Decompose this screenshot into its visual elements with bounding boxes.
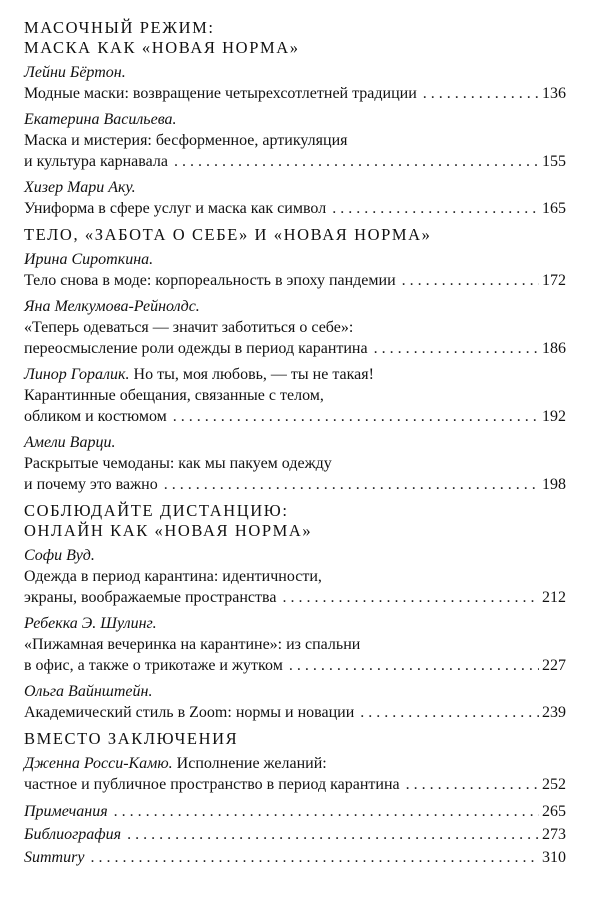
dot-leader <box>406 774 539 795</box>
entry-page: 265 <box>542 803 566 820</box>
entry-author: Софи Вуд. <box>24 547 95 564</box>
toc-entry[interactable] <box>24 109 566 172</box>
entry-title-start: Но ты, моя любовь, — ты не такая! <box>129 366 374 383</box>
toc-entry[interactable] <box>24 364 566 427</box>
dot-leader <box>332 198 539 219</box>
toc-section <box>24 225 566 495</box>
entry-page: 136 <box>542 85 566 102</box>
entry-author: Ольга Вайнштейн. <box>24 683 153 700</box>
toc-entry-bibliography[interactable] <box>24 824 566 845</box>
entry-page: 273 <box>542 826 566 843</box>
toc-section <box>24 18 566 219</box>
dot-leader <box>360 702 539 723</box>
entry-title-line: Раскрытые чемоданы: как мы пакуем одежду <box>24 455 332 472</box>
entry-author: Яна Мелкумова-Рейнолдс. <box>24 298 200 315</box>
entry-title: экраны, воображаемые пространства <box>24 589 277 606</box>
entry-page: 239 <box>542 704 566 721</box>
dot-leader <box>174 151 539 172</box>
entry-author: Ирина Сироткина. <box>24 251 154 268</box>
dot-leader <box>114 801 539 822</box>
entry-title: в офис, а также о трикотаже и жутком <box>24 657 283 674</box>
entry-page: 172 <box>542 272 566 289</box>
entry-title-start: Исполнение желаний: <box>172 755 327 772</box>
entry-author: Екатерина Васильева. <box>24 111 177 128</box>
entry-title: и культура карнавала <box>24 153 168 170</box>
dot-leader <box>173 406 539 427</box>
entry-title: переосмысление роли одежды в период карантина <box>24 340 368 357</box>
dot-leader <box>282 587 539 608</box>
entry-title: Summury <box>24 849 85 866</box>
toc-section <box>24 729 566 795</box>
toc-entry[interactable] <box>24 432 566 495</box>
entry-page: 252 <box>542 776 566 793</box>
dot-leader <box>90 847 539 868</box>
toc-entry[interactable] <box>24 177 566 219</box>
section-title: СОБЛЮДАЙТЕ ДИСТАНЦИЮ: ОНЛАЙН КАК «НОВАЯ НОРМА» <box>24 501 313 540</box>
toc-entry[interactable] <box>24 545 566 608</box>
entry-author: Ребекка Э. Шулинг. <box>24 615 157 632</box>
toc-entry[interactable] <box>24 249 566 291</box>
entry-title: Униформа в сфере услуг и маска как символ <box>24 200 327 217</box>
entry-page: 227 <box>542 657 566 674</box>
entry-title: обликом и костюмом <box>24 408 167 425</box>
toc-section <box>24 501 566 723</box>
entry-author: Хизер Мари Аку. <box>24 179 136 196</box>
entry-title: и почему это важно <box>24 476 158 493</box>
dot-leader <box>402 270 539 291</box>
entry-title-line: Маска и мистерия: бесформенное, артикуляция <box>24 132 348 149</box>
dot-leader <box>127 824 539 845</box>
entry-page: 192 <box>542 408 566 425</box>
entry-page: 198 <box>542 476 566 493</box>
entry-page: 212 <box>542 589 566 606</box>
entry-title: Примечания <box>24 803 108 820</box>
entry-title: Тело снова в моде: корпореальность в эпоху пандемии <box>24 272 396 289</box>
toc-entry-summary[interactable] <box>24 847 566 868</box>
entry-page: 186 <box>542 340 566 357</box>
dot-leader <box>423 83 539 104</box>
entry-title: Библиография <box>24 826 122 843</box>
entry-title-line: Карантинные обещания, связанные с телом, <box>24 387 324 404</box>
entry-author: Линор Горалик. <box>24 366 130 383</box>
toc-entry-notes[interactable] <box>24 801 566 822</box>
toc-entry[interactable] <box>24 62 566 104</box>
back-matter <box>24 801 566 868</box>
entry-title-line: «Пижамная вечеринка на карантине»: из спальни <box>24 636 361 653</box>
entry-page: 165 <box>542 200 566 217</box>
entry-author: Амели Варци. <box>24 434 116 451</box>
entry-title: Академический стиль в Zoom: нормы и новации <box>24 704 355 721</box>
toc-entry[interactable] <box>24 296 566 359</box>
entry-title-line: Одежда в период карантина: идентичности, <box>24 568 322 585</box>
entry-author: Дженна Росси-Камю. <box>24 755 173 772</box>
toc-entry[interactable] <box>24 753 566 795</box>
dot-leader <box>164 474 539 495</box>
dot-leader <box>374 338 539 359</box>
entry-title-line: «Теперь одеваться — значит заботиться о себе»: <box>24 319 354 336</box>
entry-page: 155 <box>542 153 566 170</box>
entry-title: Модные маски: возвращение четырехсотлетней традиции <box>24 85 417 102</box>
entry-title: частное и публичное пространство в период карантина <box>24 776 400 793</box>
entry-author: Лейни Бёртон. <box>24 64 126 81</box>
section-title: МАСОЧНЫЙ РЕЖИМ: МАСКА КАК «НОВАЯ НОРМА» <box>24 18 300 57</box>
dot-leader <box>289 655 539 676</box>
entry-page: 310 <box>542 849 566 866</box>
section-title: ВМЕСТО ЗАКЛЮЧЕНИЯ <box>24 729 239 748</box>
toc-entry[interactable] <box>24 613 566 676</box>
section-title: ТЕЛО, «ЗАБОТА О СЕБЕ» И «НОВАЯ НОРМА» <box>24 225 432 244</box>
toc-entry[interactable] <box>24 681 566 723</box>
